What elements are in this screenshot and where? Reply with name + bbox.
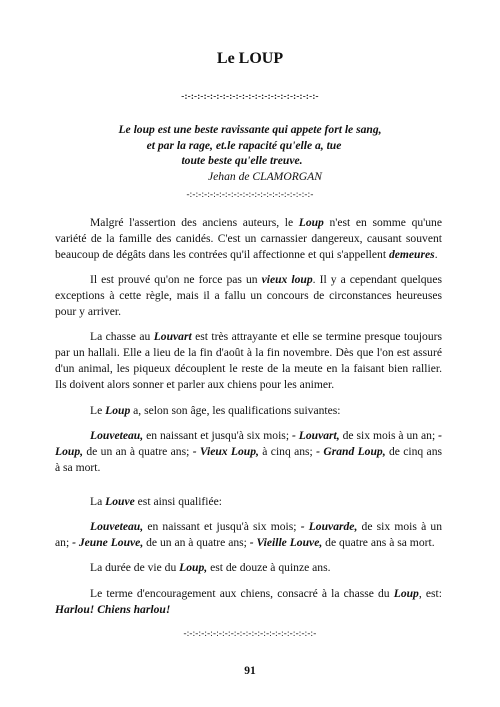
text-run: , est: <box>418 586 442 600</box>
text-run: de un an à quatre ans; <box>83 444 193 458</box>
paragraph-6 <box>55 494 442 510</box>
divider-bottom: -:-:-:-:-:-:-:-:-:-:-:-:-:-:-:-:-:-:-:-:-:-:- <box>183 628 317 638</box>
paragraph-4 <box>55 403 442 419</box>
term-vieux-loup: vieux loup <box>261 273 313 287</box>
term-louveteau: Louveteau, <box>90 520 144 534</box>
epigraph-author: Jehan de CLAMORGAN <box>208 169 322 183</box>
hunting-cry: Harlou! Chiens harlou! <box>55 602 171 616</box>
text-run: de six mois à un an; <box>55 520 442 549</box>
term-loup: Loup <box>298 216 324 229</box>
text-run: de cinq ans à sa mort. <box>55 444 443 474</box>
body-text <box>55 215 442 627</box>
text-run: à cinq ans; <box>258 444 317 458</box>
term-louve: Louve <box>105 494 135 508</box>
text-run: est ainsi qualifiée: <box>134 494 223 508</box>
text-run: Il est prouvé qu'on ne force pas un <box>90 273 262 287</box>
epigraph <box>0 122 500 184</box>
paragraph-9 <box>55 586 442 618</box>
text-run: en naissant et jusqu'à six mois; <box>143 428 292 442</box>
term-demeures: demeures <box>388 247 435 261</box>
divider-top: -:-:-:-:-:-:-:-:-:-:-:-:-:-:-:-:-:-:-:-:-:- <box>181 91 319 101</box>
term-loup: - Loup, <box>55 428 443 458</box>
text-run: Le terme d'encouragement aux chiens, consacré à la chasse du <box>90 586 394 600</box>
text-run: est très attrayante et elle se termine presque toujours par un hallali. Elle a lieu de la fin d'août à la fin novembre. Dès que l'on est assuré d'un animal, les piqueux découplent le reste de la meute en la faisant bien rallier. Ils doivent alors sonner et parler aux chiens pour les animer. <box>55 330 442 392</box>
term-loup: Loup, <box>179 561 208 575</box>
term-louvart: - Louvart, <box>291 428 340 442</box>
text-run: de quatre ans à sa mort. <box>322 536 435 549</box>
text-run: de un an à quatre ans; <box>143 536 250 549</box>
text-run: de six mois à un an; <box>339 428 439 442</box>
paragraph-7 <box>55 519 442 551</box>
text-run: est de douze à quinze ans. <box>207 561 331 575</box>
term-louveteau: Louveteau, <box>90 428 144 442</box>
page-title: Le LOUP <box>216 50 284 67</box>
text-run: n'est en somme qu'une variété de la famille des canidés. C'est un carnassier dangereux, causant souvent beaucoup de dégâts dans les contrées qu'il affectionne et qui s'appellent <box>55 216 442 261</box>
paragraph-8 <box>55 560 442 576</box>
term-louvarde: - Louvarde, <box>300 520 358 534</box>
text-run: La <box>90 494 106 508</box>
term-jeune-louve: - Jeune Louve, <box>72 536 144 549</box>
paragraph-2 <box>55 272 442 320</box>
text-run: en naissant et jusqu'à six mois; <box>143 520 301 534</box>
term-loup: Loup <box>105 403 131 417</box>
term-vieux-loup: - Vieux Loup, <box>192 444 259 458</box>
text-run: Le <box>90 403 106 417</box>
epigraph-line-3: toute beste qu'elle treuve. <box>181 154 303 167</box>
term-grand-loup: - Grand Loup, <box>316 444 386 458</box>
divider-middle: -:-:-:-:-:-:-:-:-:-:-:-:-:-:-:-:-:-:-:-:-:- <box>186 189 314 199</box>
text-run: . <box>434 247 438 261</box>
text-run: La chasse au <box>90 330 154 344</box>
term-vieille-louve: - Vieille Louve, <box>249 536 323 549</box>
term-louvart: Louvart <box>153 330 192 344</box>
text-run: . Il y a cependant quelques exceptions à cette règle, mais il a fallu un concours de circonstances heureuses pour y arriver. <box>55 273 443 319</box>
term-loup: Loup <box>393 586 419 600</box>
text-run: a, selon son âge, les qualifications suivantes: <box>130 403 341 417</box>
epigraph-line-2: et par la rage, et.le rapacité qu'elle a, tue <box>146 138 342 152</box>
paragraph-5 <box>55 428 442 476</box>
epigraph-line-1: Le loup est une beste ravissante qui appete fort le sang, <box>118 123 382 136</box>
paragraph-3 <box>55 329 442 393</box>
text-run: La durée de vie du <box>90 561 180 575</box>
paragraph-1 <box>55 215 442 263</box>
text-run: Malgré l'assertion des anciens auteurs, le <box>90 216 299 229</box>
page-number: 91 <box>244 665 256 677</box>
